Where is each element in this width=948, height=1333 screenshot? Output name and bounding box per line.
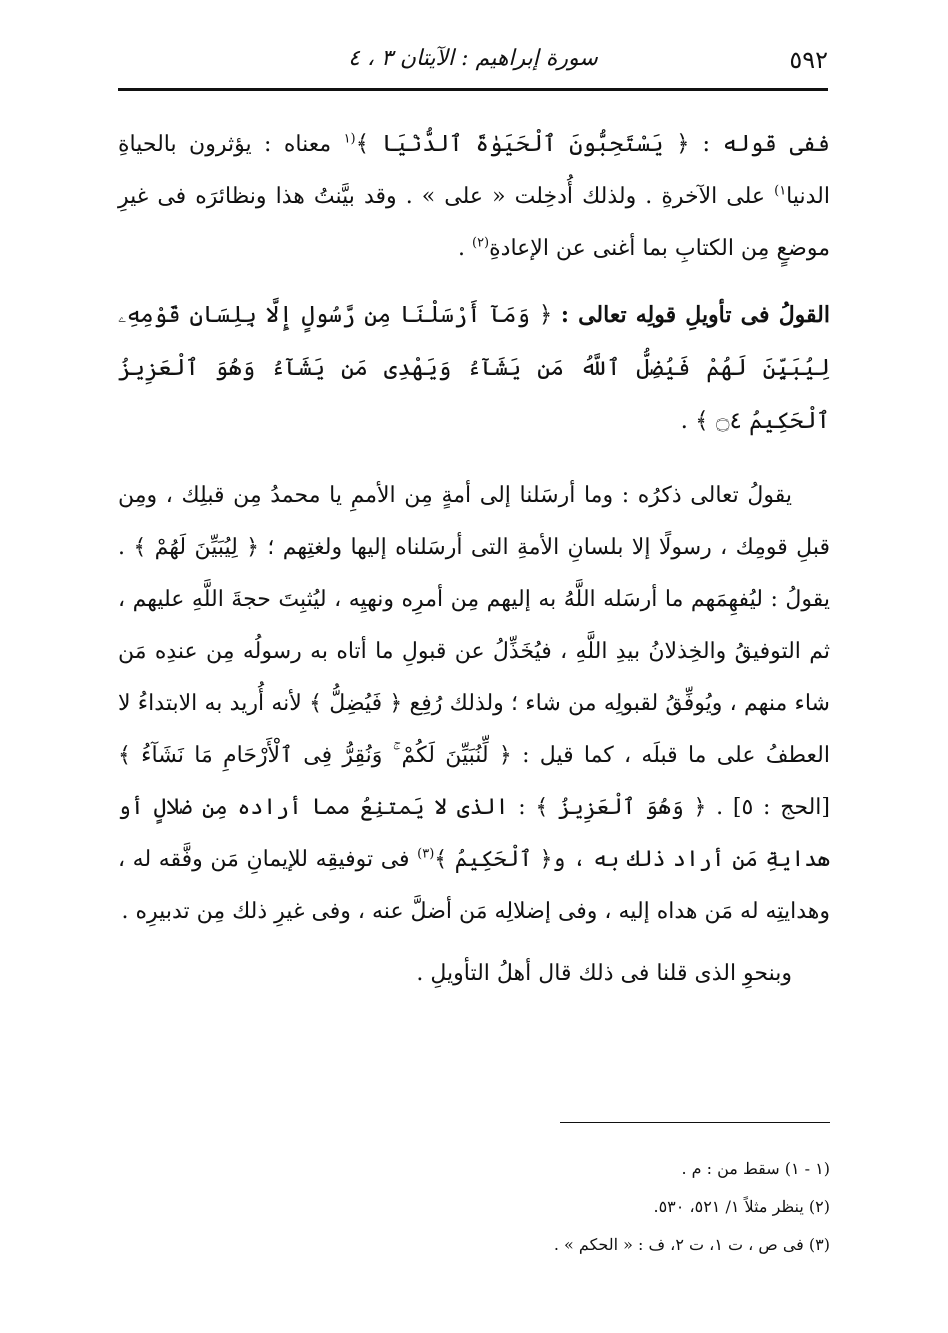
footnote-marker-1-open: (١	[343, 131, 356, 147]
paragraph-1	[118, 118, 830, 275]
p1-part-a: ففى قوله : ﴿ يَسْتَحِبُّونَ ٱلْحَيَوٰةَ ٱلدُّنْيَا ﴾	[355, 131, 830, 157]
page-number: ٥٩٢	[789, 46, 828, 74]
paragraph-2	[118, 470, 830, 938]
footnote-3: (٣) فى ص ، ت ١، ت ٢، ف : « الحكم » .	[553, 1235, 830, 1254]
footnote-2: (٢) ينظر مثلاً ١/ ٥٢١، ٥٣٠.	[653, 1197, 830, 1216]
header-rule	[118, 88, 828, 91]
paragraph-3: وبنحوِ الذى قلنا فى ذلك قال أهلُ التأويلِ .	[416, 961, 792, 986]
p1-part-c: على الآخرةِ . ولذلك أُدخِلت « على » . وقد بيَّنتُ هذا ونظائرَه فى غيرِ موضعٍ مِن الكتابِ بما أغنى عن الإعادةِ	[118, 184, 830, 261]
heading-lead: القولُ فى تأويلِ قولِه تعالى :	[560, 302, 830, 328]
p2-text: يقولُ تعالى ذكرُه : وما أرسَلنا إلى أمةٍ مِن الأممِ يا محمدُ مِن قبلِك ، ومِن قبلِ قومِك ، رسولًا إلا بلسانِ الأمةِ التى أرسَلناه إليها ولغتِهم ؛ ﴿ لِيُبَيِّنَ لَهُمْ ﴾ . يقولُ : ليُفهِمَهم ما أرسَله اللَّهُ به إليهم مِن أمرِه ونهيِه ، ليُثبِتَ حجةَ اللَّهِ عليهم ، ثم التوفيقُ والخِذلانُ بيدِ اللَّهِ ، فيُخَذِّلُ عن قبولِ ما أتاه به رسولُه مِن عندِه مَن شاء منهم ، ويُوفِّقُ لقبولِه من شاء ؛ ولذلك رُفِع ﴿ فَيُضِلُّ ﴾ لأنه أُريد به الابتداءُ لا العطفُ على ما قبلَه ، كما قيل : ﴿ لِّنُبَيِّنَ لَكُمْ ۚ وَنُقِرُّ فِى ٱلْأَرْحَامِ مَا نَشَآءُ ﴾ [الحج : ٥] . ﴿ وَهُوَ ٱلْعَزِيزُ ﴾ : الذى لا يَمتنِعُ مما أراده مِن ضلالٍ أو هدايةِ مَن أراد ذلك به ، و﴿ ٱلْحَكِيمُ ﴾	[118, 483, 831, 872]
page-header	[118, 36, 828, 86]
footnote-marker-1-close: ١)	[774, 183, 787, 199]
heading-verse: ﴿ وَمَآ أَرْسَلْنَا مِن رَّسُولٍ إِلَّا بِلِسَانِ قَوْمِهِۦ لِيُبَيِّنَ لَهُمْ فَيُضِلُّ ٱللَّهُ مَن يَشَآءُ وَيَهْدِى مَن يَشَآءُ وَهُوَ ٱلْعَزِيزُ ٱلْحَكِيمُ ۝٤ ﴾ .	[118, 302, 830, 434]
p2-text-b: فى توفيقِه للإيمانِ مَن وفَّقه له ، وهدايتِه له مَن هداه إليه ، وفى إضلالِه مَن أضلَّ عنه ، وفى غيرِ ذلك مِن تدبيرِه .	[118, 847, 830, 924]
footnote-marker-3: (٣)	[417, 846, 435, 862]
footnotes	[118, 1150, 830, 1264]
footnote-1: (١ - ١) سقط من : م .	[681, 1159, 830, 1178]
verse-heading	[118, 289, 830, 448]
running-title: سورة إبراهيم : الآيتان ٣ ، ٤	[348, 46, 598, 71]
p1-part-d: .	[457, 236, 472, 261]
main-text	[118, 118, 830, 1000]
footnote-marker-2: (٢)	[471, 235, 490, 251]
footnote-rule	[560, 1122, 830, 1123]
p1-part-b: معناه : يؤثرون بالحياةِ الدنيا	[118, 132, 830, 209]
